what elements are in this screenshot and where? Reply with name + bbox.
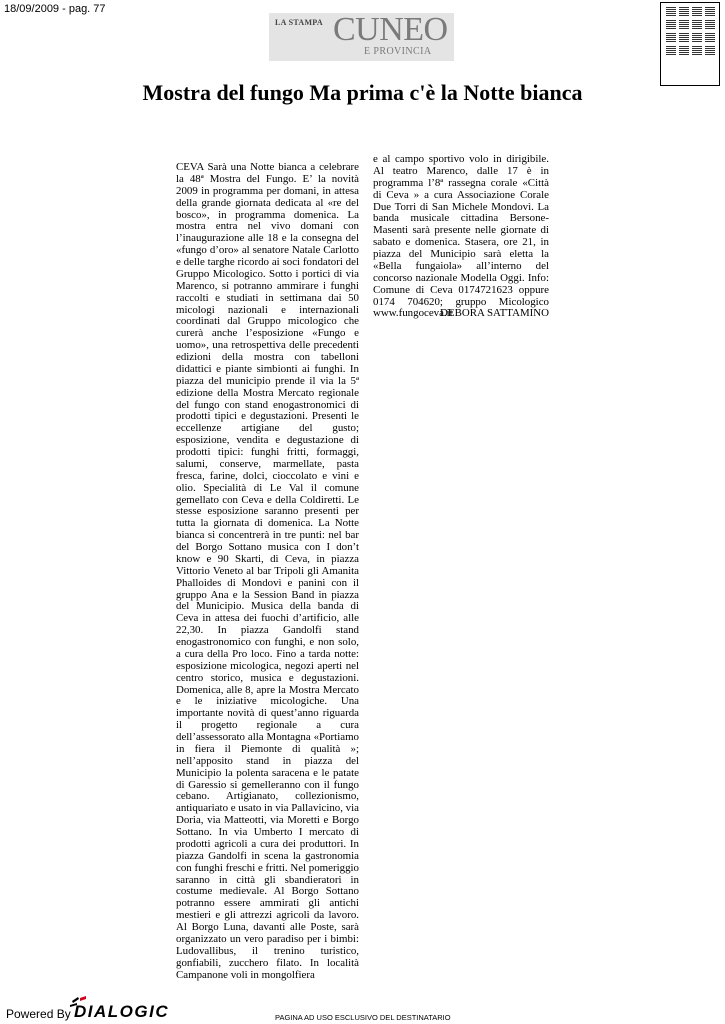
logo-grid-cell xyxy=(692,45,702,55)
logo-grid-cell xyxy=(705,19,715,29)
article-byline: DEBORA SATTAMINO xyxy=(440,307,549,319)
logo-grid-cell xyxy=(692,6,702,16)
logo-grid-cell xyxy=(705,6,715,16)
logo-grid-cell xyxy=(666,6,676,16)
newspaper-grid-icon xyxy=(660,2,720,86)
logo-grid-cell xyxy=(666,19,676,29)
logo-grid-cell xyxy=(679,6,689,16)
logo-grid-cell xyxy=(679,19,689,29)
article-column-right: e al campo sportivo volo in dirigibile. Al teatro Marenco, dalle 17 è in programma l’8ª rassegna corale «Città di Ceva » a cura Associazione Corale Due Torri di San Michele Mondovì. La banda musicale cittadina Bersone-Masenti sarà presente nelle giornate di sabato e domenica. Stasera, ore 21, in piazza del Municipio sarà eletta la «Bella fungaiola» all’interno del concorso nazionale Modella Oggi. Info: Comune di Ceva 0174721623 oppure 0174 704620; gruppo Micologico www.fungoceva.it xyxy=(373,153,549,320)
logo-grid-cell xyxy=(692,32,702,42)
logo-grid-cell xyxy=(666,45,676,55)
masthead-city: CUNEO xyxy=(333,13,448,48)
masthead-brand: LA STAMPA xyxy=(275,18,323,27)
logo-grid-cell xyxy=(705,45,715,55)
powered-by-label: Powered By xyxy=(6,1007,71,1021)
dialogic-logo-icon xyxy=(68,995,180,1021)
logo-grid-cell xyxy=(679,45,689,55)
page-date: 18/09/2009 - pag. 77 xyxy=(4,3,106,15)
logo-grid-cell xyxy=(705,32,715,42)
masthead-subtitle: E PROVINCIA xyxy=(364,46,432,57)
svg-text:DIALOGIC: DIALOGIC xyxy=(74,1002,170,1021)
distribution-note: PAGINA AD USO ESCLUSIVO DEL DESTINATARIO xyxy=(275,1013,451,1022)
masthead-logo xyxy=(269,13,454,61)
logo-grid-cell xyxy=(692,19,702,29)
logo-grid-cell xyxy=(679,32,689,42)
logo-grid-cell xyxy=(666,32,676,42)
article-title: Mostra del fungo Ma prima c'è la Notte bianca xyxy=(142,80,583,105)
article-column-left: CEVA Sarà una Notte bianca a celebrare la 48ª Mostra del Fungo. E’ la novità 2009 in programma per domani, in attesa della grande giornata dedicata al «re del bosco», in programma domenica. La mostra entra nel vivo domani con l’inaugurazione alle 18 e la consegna del «fungo d’oro» al senatore Natale Carlotto e delle targhe ricordo ai soci fondatori del Gruppo Micologico. Sotto i portici di via Marenco, si potranno ammirare i funghi raccolti e studiati in settimana dai 50 micologi nazionali e internazionali coordinati dal Gruppo micologico che curerà anche l’esposizione «Fungo e uomo», una retrospettiva delle precedenti edizioni della mostra con tabelloni didattici e piante simbionti ai funghi. In piazza del municipio prende il via la 5ª edizione della Mostra Mercato regionale del fungo con stand enogastronomici di prodotti tipici e degustazioni. Presenti le eccellenze artigiane del gusto; esposizione, vendita e degustazione di prodotti tipici: funghi fritti, formaggi, salumi, conserve, marmellate, pasta fresca, farine, dolci, cioccolato e vini e olio. Specialità di Le Val il comune gemellato con Ceva e della Coldiretti. Le stesse esposizione saranno presenti per tutta la giornata di domenica. La Notte bianca si concentrerà in tre punti: nel bar del Borgo Sottano musica con I don’t know e 90 Skarti, di Ceva, in piazza Vittorio Veneto al bar Tripoli gli Amanita Phalloides di Mondovì e panini con il gruppo Ana e la Session Band in piazza del Municipio. Musica della banda di Ceva in attesa dei fuochi d’artificio, alle 22,30. In piazza Gandolfi stand enogastronomico con funghi, e non solo, a cura della Pro loco. Fino a tarda notte: esposizione micologica, negozi aperti nel centro storico, musica e degustazioni. Domenica, alle 8, apre la Mostra Mercato e le iniziative micologiche. Una importante novità di quest’anno riguarda il progetto regionale a cura dell’assessorato alla Montagna «Portiamo in fiera il Piemonte di qualità »; nell’apposito stand in piazza del Municipio la polenta saracena e le patate di Garessio si gemelleranno con il fungo cebano. Artigianato, collezionismo, antiquariato e usato in via Pallavicino, via Doria, via Matteotti, via Moretti e Borgo Sottano. In via Umberto I mercato di prodotti agricoli a cura dei produttori. In piazza Gandolfi in scena la gastronomia con funghi freschi e fritti. Nel pomeriggio saranno in città gli sbandieratori in costume medievale. Al Borgo Sottano potranno essere ammirati gli antichi mestieri e gli attrezzi agricoli da lavoro. Al Borgo Luna, davanti alle Poste, sarà organizzato un vero paradiso per i bimbi: Ludovallibus, il trenino turistico, gonfiabili, zucchero filato. In località Campanone voli in mongolfiera xyxy=(176,161,359,981)
